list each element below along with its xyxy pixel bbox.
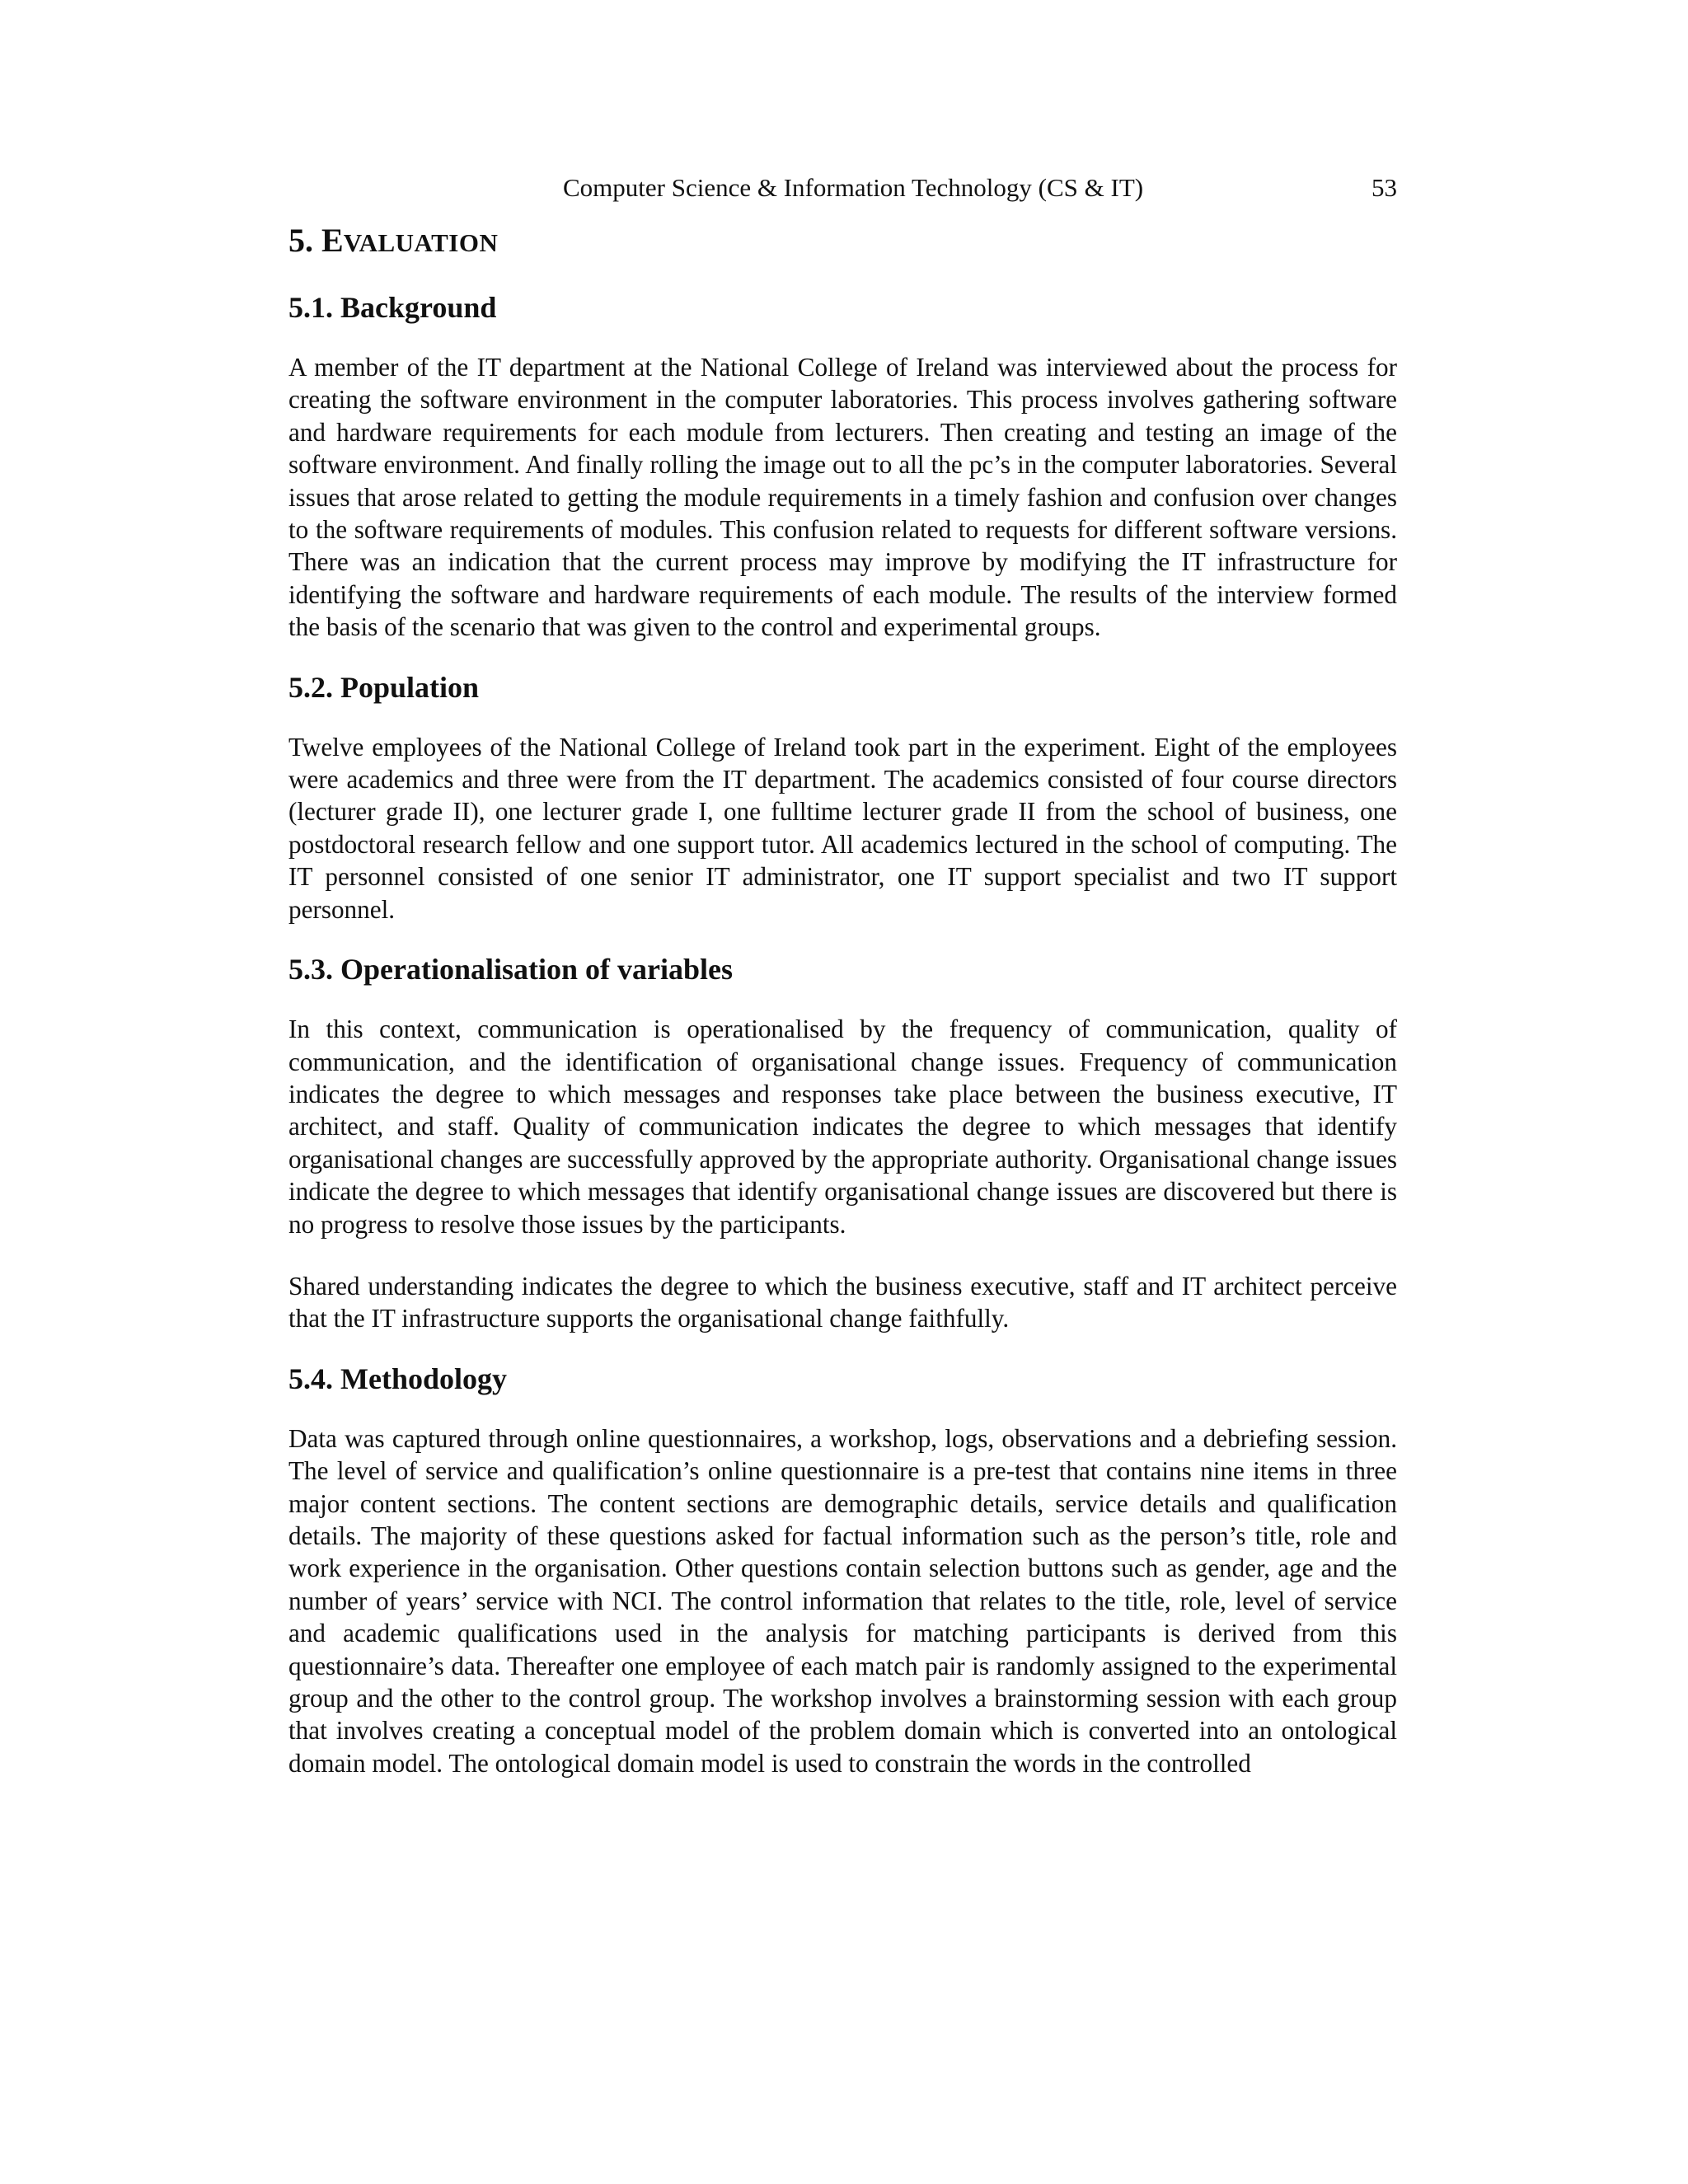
section-heading: [288, 219, 498, 265]
methodology-paragraph: Data was captured through online questionnaires, a workshop, logs, observations and a debriefing session. The level of service and qualification’s online questionnaire is a pre-test that contains nine items in three major content sections. The content sections are demographic details, service details and qualification details. The majority of these questions asked for factual information such as the person’s title, role and work experience in the organisation. Other questions contain selection buttons such as gender, age and the number of years’ service with NCI. The control information that relates to the title, role, level of service and academic qualifications used in the analysis for matching participants is derived from this questionnaire’s data. Thereafter one employee of each match pair is randomly assigned to the experimental group and the other to the control group. The workshop involves a brainstorming session with each group that involves creating a conceptual model of the problem domain which is converted into an ontological domain model. The ontological domain model is used to constrain the words in the controlled: [288, 1423, 1397, 1778]
population-paragraph: Twelve employees of the National College of Ireland took part in the experiment. Eight of the employees were academics and three were from the IT department. The academics consisted of four course directors (lecturer grade II), one lecturer grade I, one fulltime lecturer grade II from the school of business, one postdoctoral research fellow and one support tutor. All academics lectured in the school of computing. The IT personnel consisted of one senior IT administrator, one IT support specialist and two IT support personnel.: [288, 732, 1397, 924]
section-number: 5.: [288, 222, 313, 259]
running-header: [288, 171, 1397, 204]
page-number: 53: [1372, 173, 1397, 202]
operationalisation-paragraph-2: Shared understanding indicates the degree to which the business executive, staff and IT architect perceive that the IT infrastructure supports the organisational change faithfully.: [288, 1271, 1397, 1333]
section-title-rest: VALUATION: [343, 228, 499, 257]
journal-title: Computer Science & Information Technology (CS & IT): [563, 173, 1144, 202]
subsection-heading-population: 5.2. Population: [288, 670, 480, 704]
subsection-heading-methodology: 5.4. Methodology: [288, 1361, 507, 1395]
section-title-initial: E: [321, 222, 344, 259]
body-text: [288, 288, 1397, 1779]
operationalisation-paragraph-1: In this context, communication is operationalised by the frequency of communication, quality of communication, and the identification of organisational change issues. Frequency of communication indicates the degree to which messages and responses take place between the business executive, IT architect, and staff. Quality of communication indicates the degree to which messages that identify organisational changes are successfully approved by the appropriate authority. Organisational change issues indicate the degree to which messages that identify organisational change issues are discovered but there is no progress to resolve those issues by the participants.: [288, 1015, 1397, 1239]
subsection-heading-operationalisation: 5.3. Operationalisation of variables: [288, 953, 733, 987]
background-paragraph: A member of the IT department at the National College of Ireland was interviewed about the process for creating the software environment in the computer laboratories. This process involves gathering software and hardware requirements for each module from lecturers. Then creating and testing an image of the software environment. And finally rolling the image out to all the pc’s in the computer laboratories. Several issues that arose related to getting the module requirements in a timely fashion and confusion over changes to the software requirements of modules. This confusion related to requests for different software versions. There was an indication that the current process may improve by modifying the IT infrastructure for identifying the software and hardware requirements of each module. The results of the interview formed the basis of the scenario that was given to the control and experimental groups.: [288, 353, 1397, 642]
subsection-heading-background: 5.1. Background: [288, 291, 497, 324]
